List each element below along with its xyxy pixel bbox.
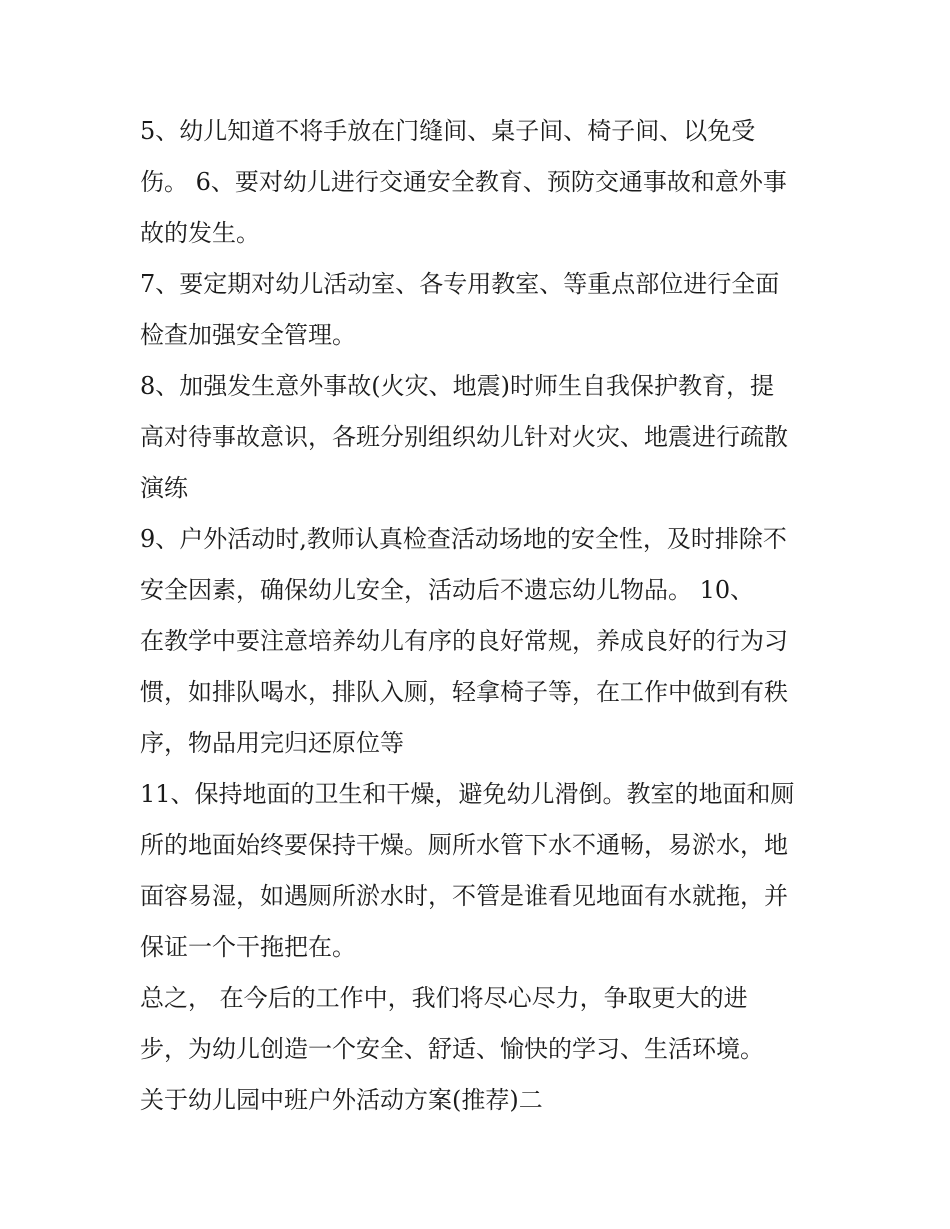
text-line: 7、要定期对幼儿活动室、各专用教室、等重点部位进行全面	[140, 270, 780, 298]
text-line: 在教学中要注意培养幼儿有序的良好常规，养成良好的行为习	[140, 627, 788, 655]
text-line: 9、户外活动时,教师认真检查活动场地的安全性，及时排除不	[140, 525, 787, 553]
text-line: 高对待事故意识，各班分别组织幼儿针对火灾、地震进行疏散	[140, 423, 788, 451]
document-body	[140, 108, 830, 1128]
text-line: 所的地面始终要保持干燥。厕所水管下水不通畅，易淤水，地	[140, 831, 788, 859]
text-line: 11、保持地面的卫生和干燥，避免幼儿滑倒。教室的地面和厕	[140, 780, 795, 808]
text-line: 惯，如排队喝水，排队入厕，轻拿椅子等，在工作中做到有秩	[140, 678, 788, 706]
text-line: 步，为幼儿创造一个安全、舒适、愉快的学习、生活环境。	[140, 1035, 764, 1063]
text-line: 面容易湿，如遇厕所淤水时，不管是谁看见地面有水就拖，并	[140, 882, 788, 910]
text-line: 安全因素，确保幼儿安全，活动后不遗忘幼儿物品。 10、	[140, 576, 755, 604]
text-line: 保证一个干拖把在。	[140, 933, 356, 961]
text-line: 5、幼儿知道不将手放在门缝间、桌子间、椅子间、以免受	[140, 117, 756, 145]
text-line: 故的发生。	[140, 219, 260, 247]
section-heading: 关于幼儿园中班户外活动方案(推荐)二	[140, 1086, 543, 1114]
text-line: 检查加强安全管理。	[140, 321, 356, 349]
text-line: 8、加强发生意外事故(火灾、地震)时师生自我保护教育，提	[140, 372, 774, 400]
text-line: 演练	[140, 474, 188, 502]
text-line: 总之， 在今后的工作中，我们将尽心尽力，争取更大的进	[140, 984, 748, 1012]
text-line: 伤。 6、要对幼儿进行交通安全教育、预防交通事故和意外事	[140, 168, 787, 196]
text-line: 序，物品用完归还原位等	[140, 729, 404, 757]
